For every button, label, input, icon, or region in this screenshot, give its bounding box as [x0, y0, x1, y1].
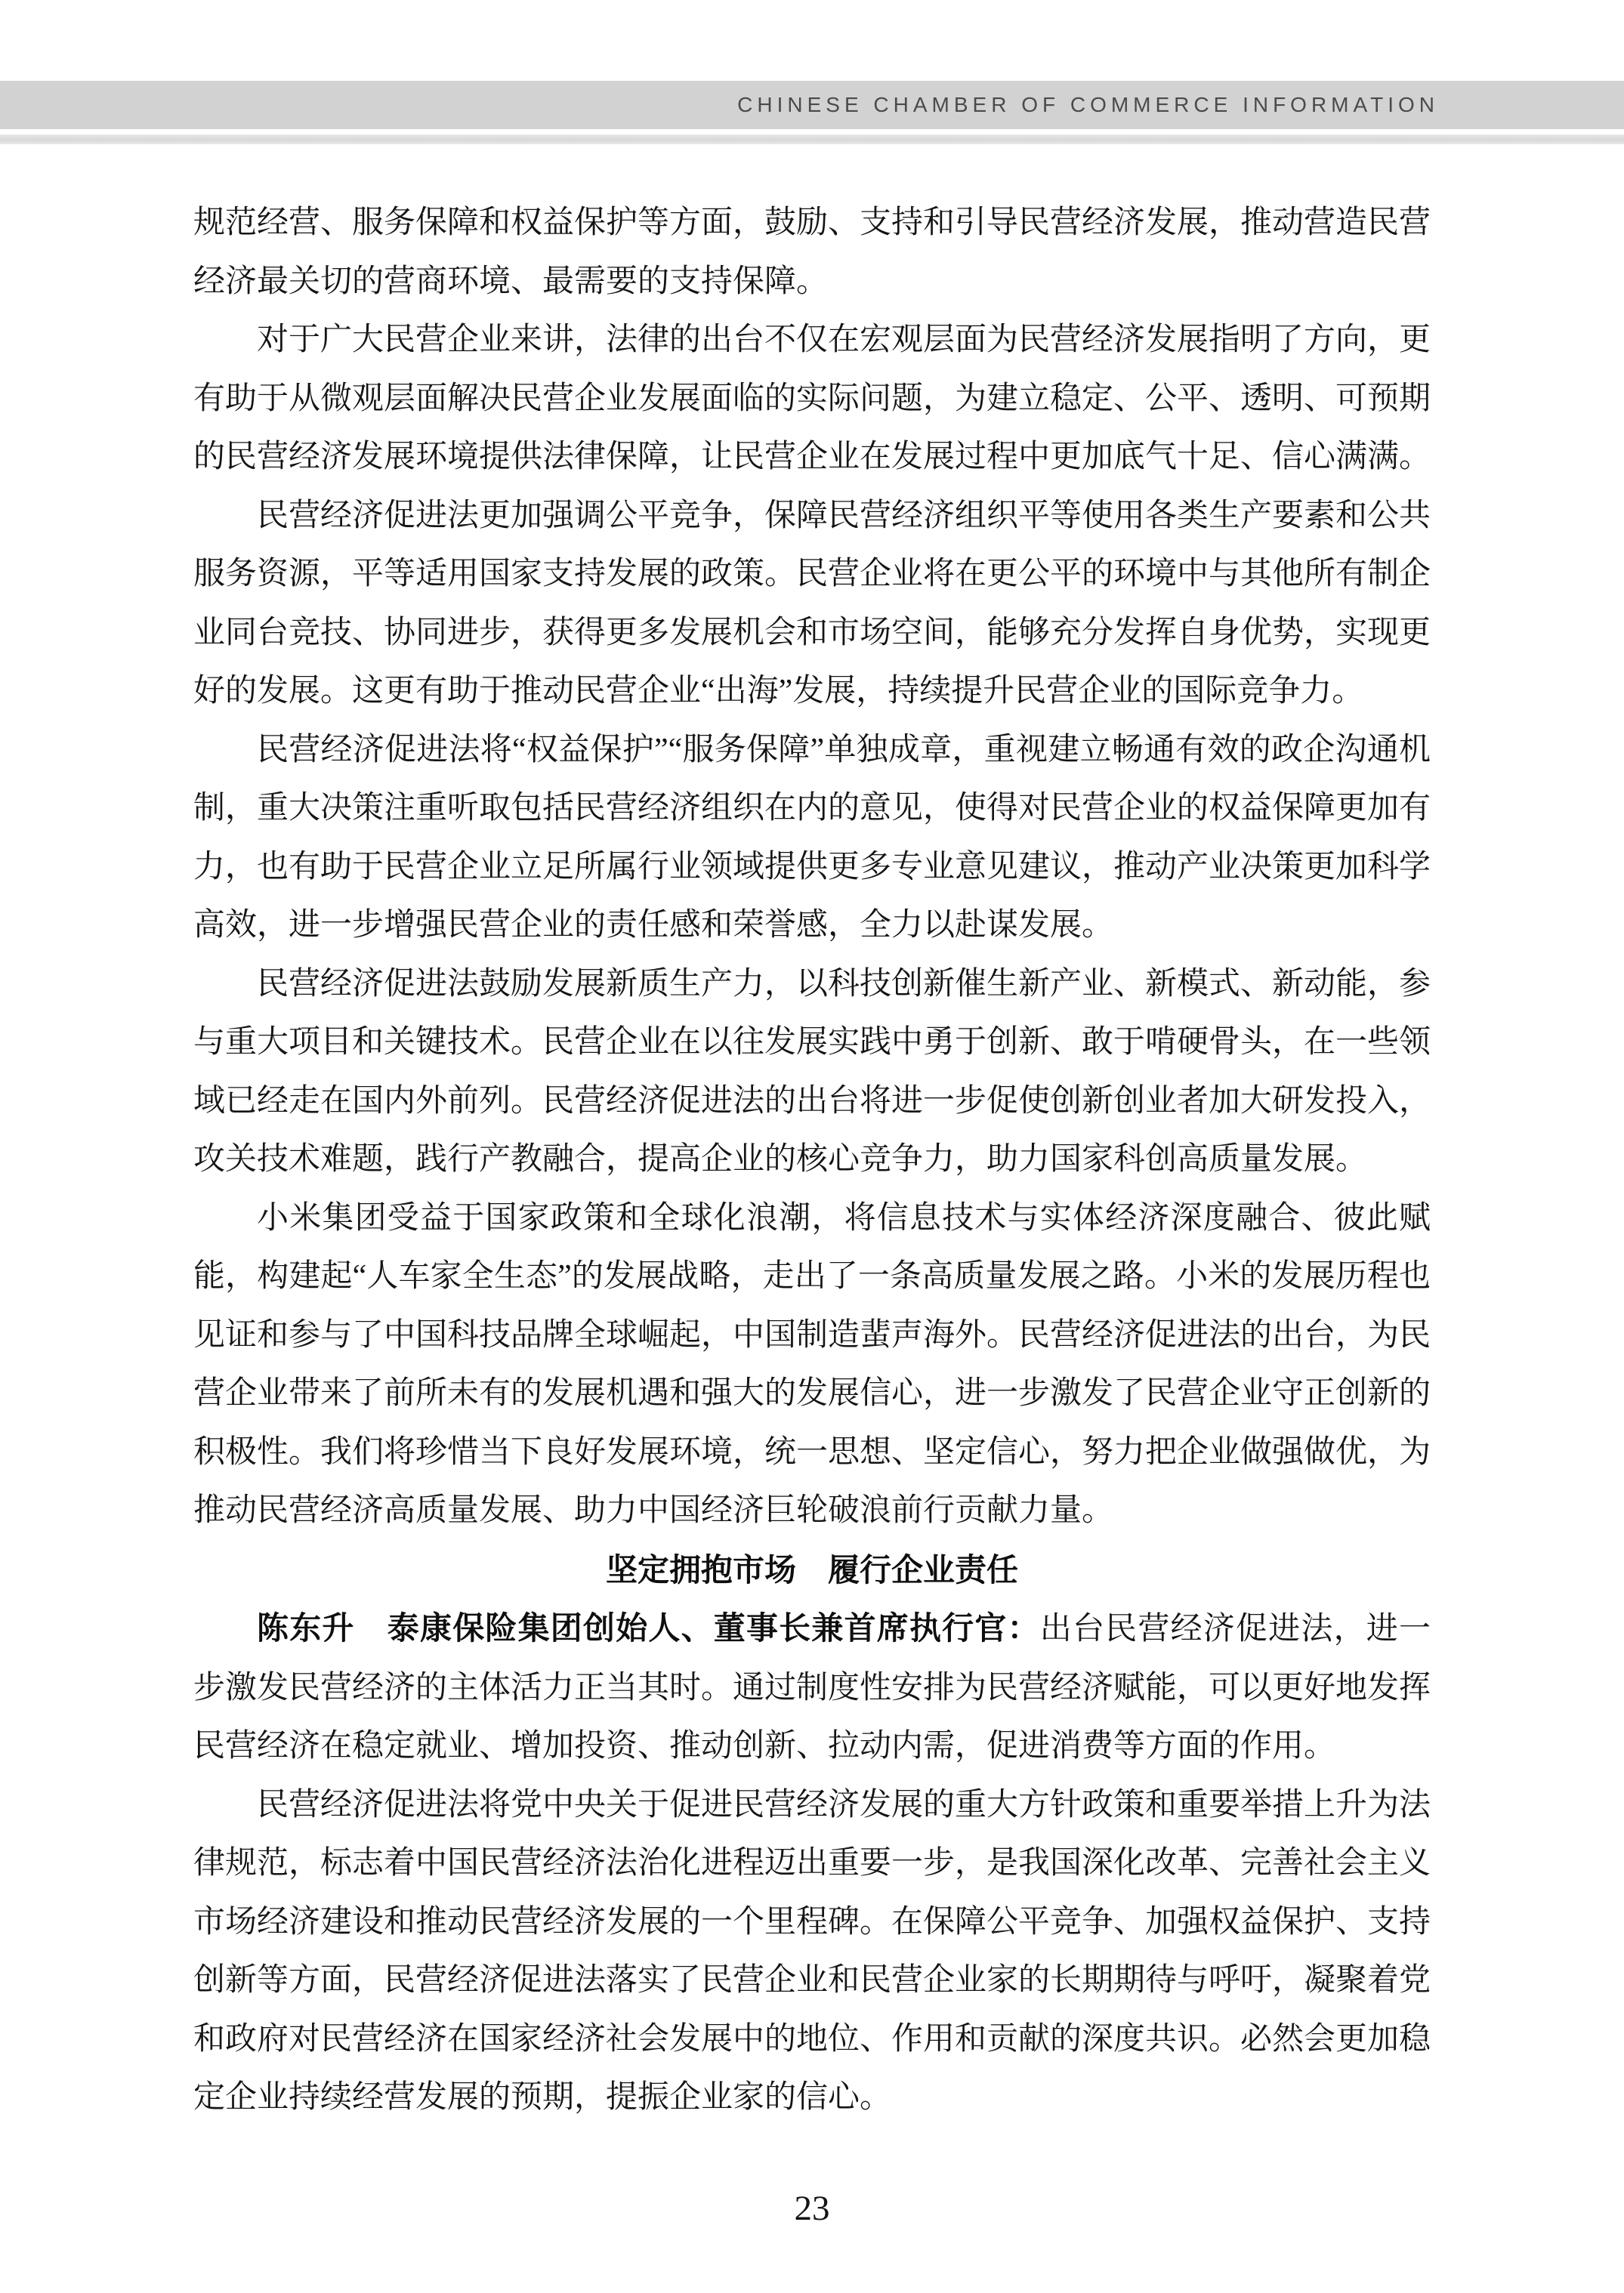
page-number: 23	[794, 2189, 830, 2228]
paragraph-text: 对于广大民营企业来讲，法律的出台不仅在宏观层面为民营经济发展指明了方向，更有助于从微观层面解决民营企业发展面临的实际问题，为建立稳定、公平、透明、可预期的民营经济发展环境提供法律保障，让民营企业在发展过程中更加底气十足、信心满满。	[193, 323, 1431, 474]
paragraph-text: 民营经济促进法鼓励发展新质生产力，以科技创新催生新产业、新模式、新动能，参与重大项目和关键技术。民营企业在以往发展实践中勇于创新、敢于啃硬骨头，在一些领域已经走在国内外前列。民营经济促进法的出台将进一步促使创新创业者加大研发投入，攻关技术难题，践行产教融合，提高企业的核心竞争力，助力国家科创高质量发展。	[193, 966, 1431, 1177]
speaker-attribution: 陈东升 泰康保险集团创始人、董事长兼首席执行官：	[257, 1610, 1040, 1646]
paragraph-text: 民营经济促进法更加强调公平竞争，保障民营经济组织平等使用各类生产要素和公共服务资源，平等适用国家支持发展的政策。民营企业将在更公平的环境中与其他所有制企业同台竞技、协同进步，获得更多发展机会和市场空间，能够充分发挥自身优势，实现更好的发展。这更有助于推动民营企业“出海”发展，持续提升民营企业的国际竞争力。	[193, 498, 1431, 708]
paragraph	[193, 1190, 1431, 1541]
paragraph-text: 小米集团受益于国家政策和全球化浪潮，将信息技术与实体经济深度融合、彼此赋能，构建起“人车家全生态”的发展战略，走出了一条高质量发展之路。小米的发展历程也见证和参与了中国科技品牌全球崛起，中国制造蜚声海外。民营经济促进法的出台，为民营企业带来了前所未有的发展机遇和强大的发展信心，进一步激发了民营企业守正创新的积极性。我们将珍惜当下良好发展环境，统一思想、坚定信心，努力把企业做强做优，为推动民营经济高质量发展、助力中国经济巨轮破浪前行贡献力量。	[193, 1200, 1431, 1528]
paragraph	[193, 1776, 1431, 2128]
paragraph-text: 出台民营经济促进法，进一步激发民营经济的主体活力正当其时。通过制度性安排为民营经济赋能，可以更好地发挥民营经济在稳定就业、增加投资、推动创新、拉动内需，促进消费等方面的作用。	[193, 1612, 1431, 1764]
paragraph	[193, 487, 1431, 721]
paragraph-text: 规范经营、服务保障和权益保护等方面，鼓励、支持和引导民营经济发展，推动营造民营经济最关切的营商环境、最需要的支持保障。	[193, 205, 1431, 299]
paragraph	[193, 955, 1431, 1190]
header-band	[0, 81, 1624, 129]
paragraph-text: 民营经济促进法将党中央关于促进民营经济发展的重大方针政策和重要举措上升为法律规范，标志着中国民营经济法治化进程迈出重要一步，是我国深化改革、完善社会主义市场经济建设和推动民营经济发展的一个里程碑。在保障公平竞争、加强权益保护、支持创新等方面，民营经济促进法落实了民营企业和民营企业家的长期期待与呼吁，凝聚着党和政府对民营经济在国家经济社会发展中的地位、作用和贡献的深度共识。必然会更加稳定企业持续经营发展的预期，提振企业家的信心。	[193, 1787, 1431, 2115]
paragraph	[193, 721, 1431, 955]
header-band-title: CHINESE CHAMBER OF COMMERCE INFORMATION	[737, 93, 1439, 116]
article-body	[193, 194, 1431, 2128]
header-sub-band	[0, 134, 1624, 144]
section-heading: 坚定拥抱市场 履行企业责任	[605, 1551, 1018, 1588]
paragraph	[193, 194, 1431, 311]
paragraph	[193, 1599, 1431, 1776]
paragraph	[193, 311, 1431, 487]
paragraph-text: 民营经济促进法将“权益保护”“服务保障”单独成章，重视建立畅通有效的政企沟通机制，重大决策注重听取包括民营经济组织在内的意见，使得对民营企业的权益保障更加有力，也有助于民营企业立足所属行业领域提供更多专业意见建议，推动产业决策更加科学高效，进一步增强民营企业的责任感和荣誉感，全力以赴谋发展。	[193, 732, 1431, 943]
